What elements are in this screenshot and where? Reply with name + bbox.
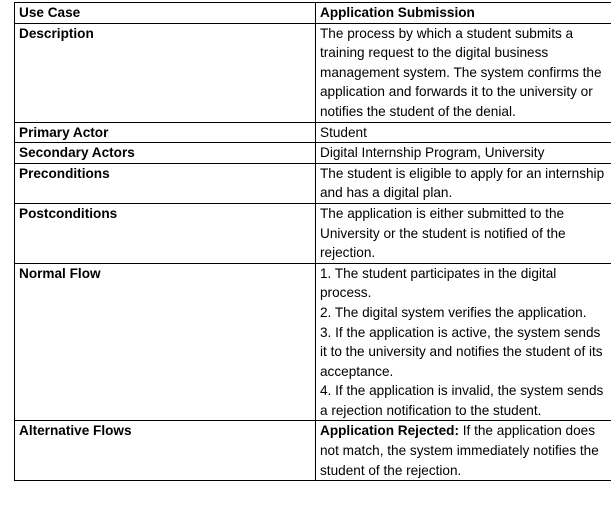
table-header-row	[15, 3, 611, 24]
table-row-normal-flow	[15, 263, 611, 421]
table-row-description	[15, 23, 611, 122]
normal-flow-step: 1. The student participates in the digital process.	[320, 265, 557, 301]
preconditions-value: The student is eligible to apply for an internship and has a digital plan.	[316, 163, 611, 203]
description-label: Description	[15, 23, 316, 122]
table-row-postconditions	[15, 203, 611, 263]
table-row-primary-actor	[15, 122, 611, 143]
primary-actor-value: Student	[316, 122, 611, 143]
alternative-flow-text: If the application does not match, the system immediately notifies the student of the rejection.	[320, 423, 599, 478]
use-case-table	[14, 2, 611, 481]
table-row-alternative-flows	[15, 421, 611, 481]
table-row-preconditions	[15, 163, 611, 203]
alternative-flow-title: Application Rejected:	[320, 423, 459, 439]
header-label-cell: Use Case	[15, 3, 316, 24]
header-value-cell: Application Submission	[316, 3, 611, 24]
postconditions-value: The application is either submitted to the University or the student is notified of the rejection.	[316, 203, 611, 263]
primary-actor-label: Primary Actor	[15, 122, 316, 143]
normal-flow-step: 2. The digital system verifies the application.	[320, 304, 587, 320]
secondary-actors-label: Secondary Actors	[15, 143, 316, 164]
alternative-flows-value	[316, 421, 611, 481]
normal-flow-step: 4. If the application is invalid, the system sends a rejection notification to the student.	[320, 383, 604, 418]
alternative-flows-label: Alternative Flows	[15, 421, 316, 481]
description-value: The process by which a student submits a training request to the digital business management system. The system confirms the application and forwards it to the university or notifies the student of the denial.	[316, 23, 611, 122]
normal-flow-step: 3. If the application is active, the system sends it to the university and notifies the student of its acceptance.	[320, 324, 603, 379]
preconditions-label: Preconditions	[15, 163, 316, 203]
secondary-actors-value: Digital Internship Program, University	[316, 143, 611, 164]
normal-flow-label: Normal Flow	[15, 263, 316, 421]
postconditions-label: Postconditions	[15, 203, 316, 263]
table-row-secondary-actors	[15, 143, 611, 164]
normal-flow-value	[316, 263, 611, 421]
